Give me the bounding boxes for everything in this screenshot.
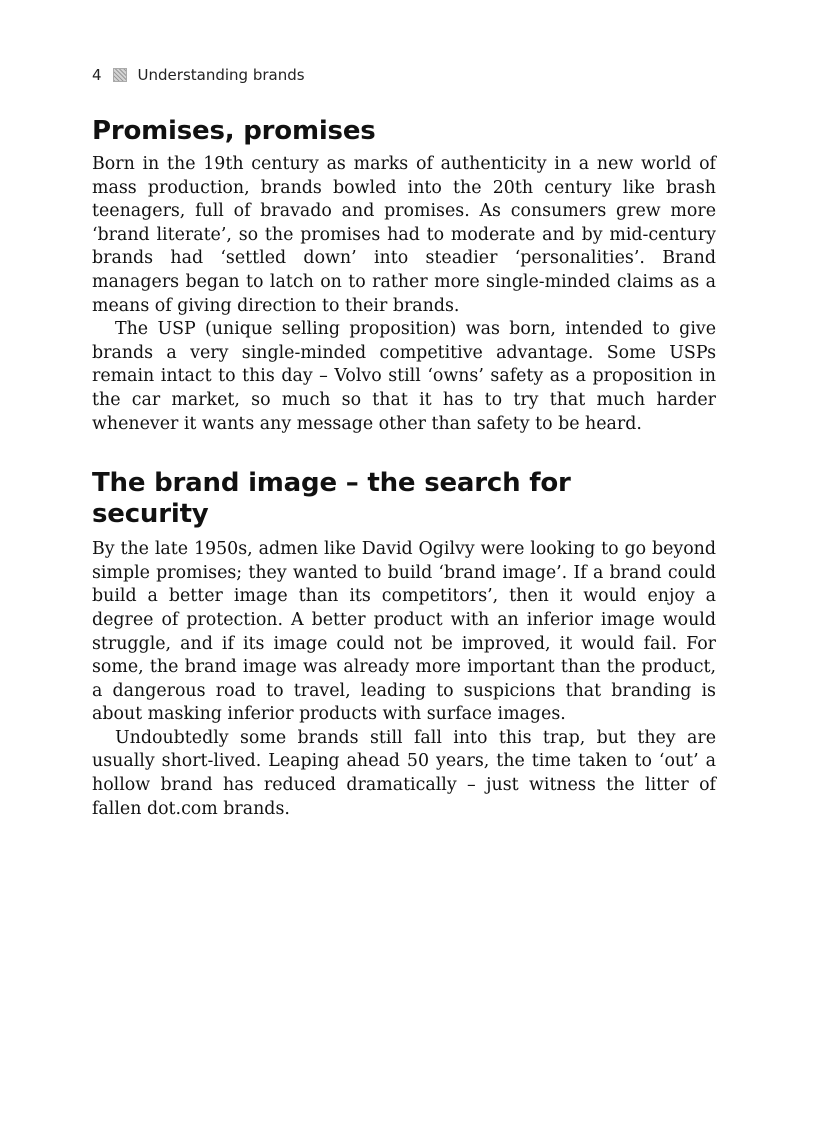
paragraph: By the late 1950s, admen like David Ogilvy were looking to go beyond simple promises; they wanted to build ‘brand image’. If a brand could build a better image than its competitors’, then it would enjoy a degree of protection. A better product with an inferior image would struggle, and if its image could not be improved, it would fail. For some, the brand image was already more important than the product, a dangerous road to travel, leading to suspicions that branding is about masking inferior products with surface images. bbox=[92, 539, 716, 725]
section-heading-brand-image bbox=[92, 468, 716, 530]
section-heading-promises: Promises, promises bbox=[92, 116, 376, 146]
header-square-icon bbox=[113, 68, 127, 82]
paragraph: Undoubtedly some brands still fall into this trap, but they are usually short-lived. Leaping ahead 50 years, the time taken to ‘out’ a hollow brand has reduced dramatically – just witness the litter of fallen dot.com brands. bbox=[92, 727, 716, 819]
heading-text: The brand image – the search for security bbox=[92, 468, 571, 530]
paragraph: Born in the 19th century as marks of authenticity in a new world of mass production, brands bowled into the 20th century like brash teenagers, full of bravado and promises. As consumers grew more ‘brand literate’, so the promises had to moderate and by mid-century brands had ‘settled down’ into steadier ‘personalities’. Brand managers began to latch on to rather more single-minded claims as a means of giving direction to their brands. bbox=[92, 154, 716, 316]
running-title: Understanding brands bbox=[137, 66, 305, 84]
book-page bbox=[92, 64, 716, 821]
page-number: 4 bbox=[92, 66, 102, 84]
paragraph: The USP (unique selling proposition) was born, intended to give brands a very single-minded competitive advantage. Some USPs remain intact to this day – Volvo still ‘owns’ safety as a proposition in the car market, so much so that it has to try that much harder whenever it wants any message other than safety to be heard. bbox=[92, 319, 716, 434]
running-header bbox=[92, 64, 716, 86]
